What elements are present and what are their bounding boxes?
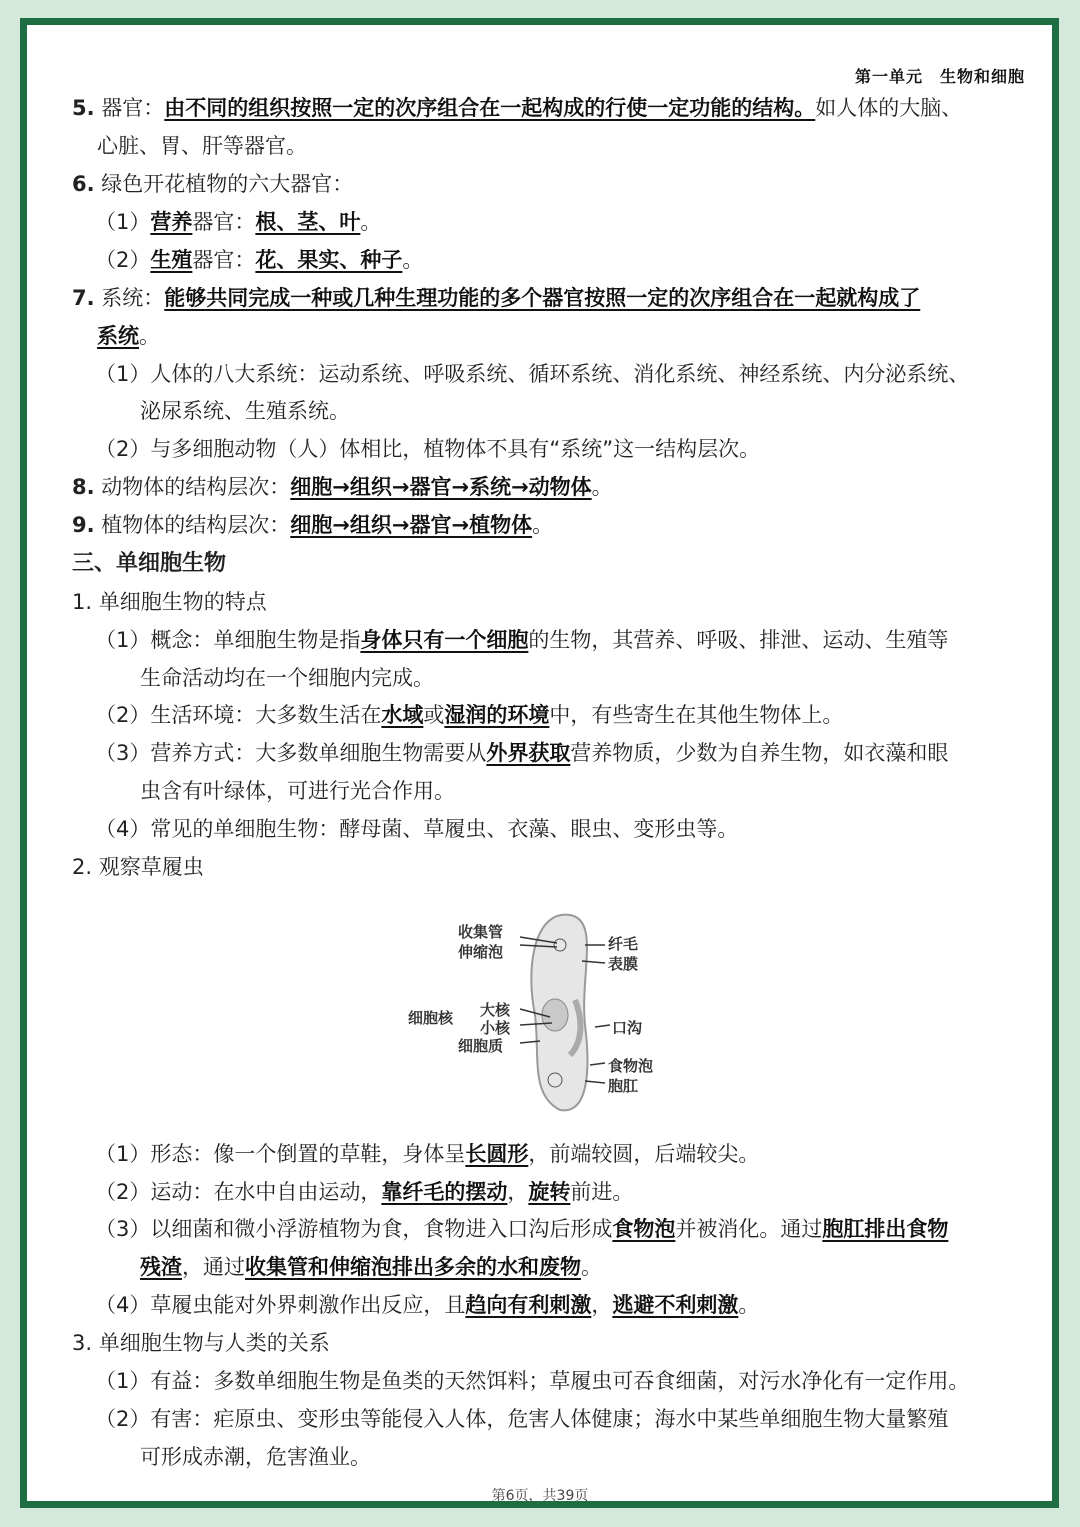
part-1-sub1: （1）概念：单细胞生物是指身体只有一个细胞的生物，其营养、呼吸、排泄、运动、生殖等 xyxy=(95,628,949,652)
item-7-sub1: （1）人体的八大系统：运动系统、呼吸系统、循环系统、消化系统、神经系统、内分泌系统、 xyxy=(95,362,970,386)
part-1-sub2: （2）生活环境：大多数生活在水域或湿润的环境中，有些寄生在其他生物体上。 xyxy=(95,703,844,727)
part-1-sub4: （4）常见的单细胞生物：酵母菌、草履虫、衣藻、眼虫、变形虫等。 xyxy=(95,817,739,841)
item-6: 6. 绿色开花植物的六大器官： xyxy=(72,172,354,196)
running-header: 第一单元 生物和细胞 xyxy=(854,67,1025,86)
label-macronucleus: 大核 xyxy=(480,1001,511,1019)
part-1-sub3-cont: 虫含有叶绿体，可进行光合作用。 xyxy=(140,779,455,803)
label-cilia: 纤毛 xyxy=(608,935,639,953)
label-anal-pore: 胞肛 xyxy=(608,1077,639,1095)
part-2-sub3: （3）以细菌和微小浮游植物为食，食物进入口沟后形成食物泡并被消化。通过胞肛排出食物 xyxy=(95,1217,949,1241)
label-micronucleus: 小核 xyxy=(480,1019,511,1037)
label-pellicle: 表膜 xyxy=(608,955,639,973)
part-1-sub1-cont: 生命活动均在一个细胞内完成。 xyxy=(140,666,434,690)
part-2-sub2: （2）运动：在水中自由运动，靠纤毛的摆动，旋转前进。 xyxy=(95,1180,634,1204)
part-1-sub3: （3）营养方式：大多数单细胞生物需要从外界获取营养物质，少数为自养生物，如衣藻和眼 xyxy=(95,741,949,765)
item-5-cont: 心脏、胃、肝等器官。 xyxy=(97,134,307,158)
part-1-title: 1. 单细胞生物的特点 xyxy=(72,590,267,614)
label-collecting-tube: 收集管 xyxy=(458,923,504,941)
part-3-sub2-cont: 可形成赤潮，危害渔业。 xyxy=(140,1445,371,1469)
label-oral-groove: 口沟 xyxy=(612,1019,643,1037)
label-food-vacuole: 食物泡 xyxy=(608,1057,654,1075)
item-6-sub2: （2）生殖器官：花、果实、种子。 xyxy=(95,248,424,272)
paramecium-diagram xyxy=(400,905,680,1125)
page-number: 第6页，共39页 xyxy=(491,1488,589,1504)
part-2-sub4: （4）草履虫能对外界刺激作出反应，且趋向有利刺激，逃避不利刺激。 xyxy=(95,1293,760,1317)
item-6-sub1: （1）营养器官：根、茎、叶。 xyxy=(95,210,382,234)
item-5: 5. 器官：由不同的组织按照一定的次序组合在一起构成的行使一定功能的结构。如人体的大脑、 xyxy=(72,96,963,120)
item-7-sub1-cont: 泌尿系统、生殖系统。 xyxy=(140,399,350,423)
part-2-title: 2. 观察草履虫 xyxy=(72,855,204,879)
section-heading: 三、单细胞生物 xyxy=(72,551,227,576)
item-7: 7. 系统：能够共同完成一种或几种生理功能的多个器官按照一定的次序组合在一起就构成了 xyxy=(72,286,921,310)
item-7-sub2: （2）与多细胞动物（人）体相比，植物体不具有“系统”这一结构层次。 xyxy=(95,437,761,461)
part-3-sub2: （2）有害：疟原虫、变形虫等能侵入人体，危害人体健康；海水中某些单细胞生物大量繁殖 xyxy=(95,1407,949,1431)
part-2-sub1: （1）形态：像一个倒置的草鞋，身体呈长圆形，前端较圆，后端较尖。 xyxy=(95,1142,760,1166)
item-7-cont: 系统。 xyxy=(97,324,160,348)
part-2-sub3-cont: 残渣，通过收集管和伸缩泡排出多余的水和废物。 xyxy=(140,1255,602,1279)
item-8: 8. 动物体的结构层次：细胞→组织→器官→系统→动物体。 xyxy=(72,475,613,499)
part-3-sub1: （1）有益：多数单细胞生物是鱼类的天然饵料；草履虫可吞食细菌，对污水净化有一定作用。 xyxy=(95,1369,970,1393)
item-9: 9. 植物体的结构层次：细胞→组织→器官→植物体。 xyxy=(72,513,554,537)
label-nucleus: 细胞核 xyxy=(408,1009,454,1027)
label-contractile-vacuole: 伸缩泡 xyxy=(458,943,504,961)
label-cytoplasm: 细胞质 xyxy=(458,1037,504,1055)
part-3-title: 3. 单细胞生物与人类的关系 xyxy=(72,1331,330,1355)
